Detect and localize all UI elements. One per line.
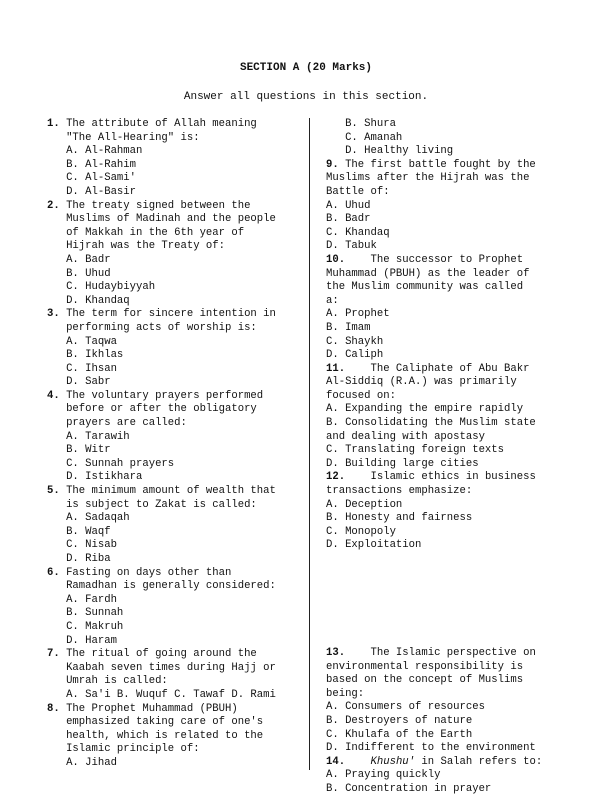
- section-instruction: Answer all questions in this section.: [183, 91, 429, 103]
- question-number: 8.: [47, 702, 60, 715]
- answer-option: B. Waqf: [47, 525, 111, 538]
- answer-option: B. Imam: [326, 321, 371, 334]
- answer-option: A. Deception: [326, 498, 403, 511]
- question-text-line: [47, 308, 304, 322]
- answer-option: D. Caliph: [326, 349, 384, 362]
- question-text-line: [47, 648, 304, 662]
- answer-option: D. Riba: [47, 553, 111, 565]
- question-text-line: [47, 200, 304, 214]
- answer-option: A. Expanding the empire rapidly: [326, 403, 524, 416]
- question-text-line: "The All-Hearing" is:: [47, 131, 200, 144]
- question-text: in Salah refers to:: [415, 755, 543, 768]
- question-text: The first battle fought by the: [338, 158, 536, 171]
- answer-option: and dealing with apostasy: [326, 430, 485, 443]
- question-number: 6.: [47, 566, 60, 579]
- question-text-line: Kaabah seven times during Hajj or: [47, 661, 276, 674]
- answer-option: B. Honesty and fairness: [326, 512, 473, 525]
- left-column: [47, 118, 304, 771]
- question-number: 2.: [47, 199, 60, 212]
- answer-option: D. Al-Basir: [47, 185, 137, 198]
- question-text-line: a:: [326, 294, 339, 307]
- question-text: The Caliphate of Abu Bakr: [345, 362, 530, 375]
- answer-option: B. Ikhlas: [47, 349, 124, 362]
- question-text-line: is subject to Zakat is called:: [47, 498, 257, 511]
- answer-option: D. Exploitation: [326, 539, 422, 552]
- answer-option: C. Translating foreign texts: [326, 444, 505, 457]
- answer-option: A. Jihad: [47, 756, 117, 769]
- question-text: [345, 756, 370, 768]
- question-item: [326, 363, 582, 472]
- question-text-line: [326, 471, 582, 485]
- question-text-line: being:: [326, 687, 365, 700]
- answer-option: B. Witr: [47, 444, 111, 457]
- column-divider: [309, 118, 310, 770]
- answer-option: B. Sunnah: [47, 607, 124, 620]
- question-text-line: of Makkah in the 6th year of: [47, 226, 245, 239]
- answer-option: A. Sa'i B. Wuquf C. Tawaf D. Rami: [47, 688, 276, 701]
- answer-option: A. Uhud: [326, 199, 371, 212]
- question-text-line: Ramadhan is generally considered:: [47, 580, 276, 593]
- answer-option: C. Khandaq: [326, 226, 390, 239]
- question-text-line: emphasized taking care of one's: [47, 716, 264, 729]
- question-text: The minimum amount of wealth that: [59, 485, 276, 498]
- question-text-line: before or after the obligatory: [47, 403, 257, 416]
- question-item: [47, 648, 304, 702]
- answer-option: C. Nisab: [47, 539, 117, 552]
- question-text: The Islamic perspective on: [345, 647, 536, 659]
- answer-option: C. Khulafa of the Earth: [326, 728, 473, 741]
- question-item: [47, 308, 304, 390]
- question-item: [326, 254, 582, 363]
- question-text-line: prayers are called:: [47, 417, 187, 430]
- answer-option: A. Badr: [47, 253, 111, 266]
- question-item: [326, 471, 582, 553]
- question-item: [326, 647, 582, 756]
- question-number: 13.: [326, 647, 346, 659]
- question-text: The successor to Prophet: [345, 253, 524, 266]
- answer-option: B. Uhud: [47, 267, 111, 280]
- answer-option: A. Al-Rahman: [47, 145, 143, 158]
- answer-option: D. Khandaq: [47, 294, 130, 307]
- question-text-line: Muslims of Madinah and the people: [47, 213, 276, 226]
- question-text-line: Islamic principle of:: [47, 743, 200, 756]
- question-text-line: environmental responsibility is: [326, 660, 524, 673]
- answer-option: C. Al-Sami': [47, 172, 137, 185]
- question-number: 10.: [326, 253, 346, 266]
- answer-option: D. Sabr: [47, 376, 111, 389]
- question-text-line: [326, 647, 582, 661]
- question-item: [326, 159, 582, 254]
- question-number: 14.: [326, 755, 346, 768]
- question-text-line: [47, 567, 304, 581]
- answer-option: B. Badr: [326, 213, 371, 226]
- column-spacer: [326, 553, 582, 647]
- answer-option: D. Building large cities: [326, 457, 479, 470]
- question-text: The attribute of Allah meaning: [59, 118, 257, 130]
- question-item: [47, 567, 304, 649]
- question-text-line: [47, 118, 304, 132]
- question-text-line: focused on:: [326, 389, 396, 402]
- answer-option: A. Fardh: [47, 593, 117, 606]
- question-text-line: [326, 363, 582, 377]
- answer-option: A. Sadaqah: [47, 512, 130, 525]
- question-text-line: Al-Siddiq (R.A.) was primarily: [326, 376, 517, 389]
- question-text-line: Umrah is called:: [47, 675, 168, 688]
- question-number: 11.: [326, 362, 346, 375]
- question-text-line: [326, 159, 582, 173]
- question-text-line: [326, 756, 582, 770]
- question-number: 3.: [47, 308, 60, 321]
- answer-option: D. Istikhara: [47, 471, 143, 484]
- answer-option: B. Al-Rahim: [47, 158, 137, 171]
- answer-option: C. Amanah: [326, 131, 403, 144]
- answer-option: B. Concentration in prayer: [326, 782, 492, 795]
- question-text-line: Muhammad (PBUH) as the leader of: [326, 267, 530, 280]
- question-number: 1.: [47, 118, 60, 130]
- question-text-line: transactions emphasize:: [326, 485, 473, 498]
- answer-option: A. Praying quickly: [326, 769, 441, 782]
- question-text-line: [47, 390, 304, 404]
- question-item: [47, 118, 304, 200]
- question-number: 7.: [47, 648, 60, 661]
- answer-option: C. Monopoly: [326, 525, 396, 538]
- question-text-line: the Muslim community was called: [326, 281, 524, 294]
- answer-option: A. Prophet: [326, 308, 390, 321]
- answer-option: B. Destroyers of nature: [326, 714, 473, 727]
- question-item: [47, 390, 304, 485]
- question-keyword: Khushu': [370, 755, 416, 768]
- question-item: [47, 485, 304, 567]
- answer-option: C. Ihsan: [47, 362, 117, 375]
- question-number: 4.: [47, 389, 60, 402]
- question-number: 12.: [326, 471, 346, 484]
- question-text: The Prophet Muhammad (PBUH): [59, 702, 238, 715]
- question-text-line: performing acts of worship is:: [47, 321, 257, 334]
- question-text-line: health, which is related to the: [47, 729, 264, 742]
- question-text-line: based on the concept of Muslims: [326, 674, 524, 687]
- question-text: The voluntary prayers performed: [59, 389, 264, 402]
- answer-option: C. Makruh: [47, 620, 124, 633]
- question-text-line: [47, 703, 304, 717]
- question-text-line: [47, 485, 304, 499]
- answer-option: D. Healthy living: [326, 145, 454, 158]
- answer-option: A. Consumers of resources: [326, 701, 485, 714]
- answer-option: D. Haram: [47, 634, 117, 647]
- question-text: Islamic ethics in business: [345, 471, 536, 484]
- answer-option: D. Indifferent to the environment: [326, 742, 536, 755]
- answer-option: B. Shura: [326, 118, 396, 130]
- answer-option: C. Hudaybiyyah: [47, 281, 156, 294]
- question-item: [47, 200, 304, 309]
- answer-option: C. Sunnah prayers: [47, 457, 175, 470]
- question-item: [47, 703, 304, 771]
- question-text: The term for sincere intention in: [59, 308, 276, 321]
- question-text-line: [326, 254, 582, 268]
- question-text: The ritual of going around the: [59, 648, 257, 661]
- answer-option: D. Tabuk: [326, 240, 377, 253]
- section-title: SECTION A (20 Marks): [239, 62, 373, 74]
- right-column: [326, 118, 582, 797]
- answer-option: B. Consolidating the Muslim state: [326, 417, 536, 430]
- question-number: 5.: [47, 485, 60, 498]
- question-item: [326, 756, 582, 797]
- question-number: 9.: [326, 158, 339, 171]
- question-text-line: Muslims after the Hijrah was the: [326, 172, 530, 185]
- answer-option: A. Taqwa: [47, 335, 117, 348]
- question-text: The treaty signed between the: [59, 199, 251, 212]
- question-text-line: Hijrah was the Treaty of:: [47, 240, 226, 253]
- question-text: Fasting on days other than: [59, 566, 232, 579]
- answer-option: C. Shaykh: [326, 335, 384, 348]
- answer-option: A. Tarawih: [47, 430, 130, 443]
- question-text-line: Battle of:: [326, 185, 390, 198]
